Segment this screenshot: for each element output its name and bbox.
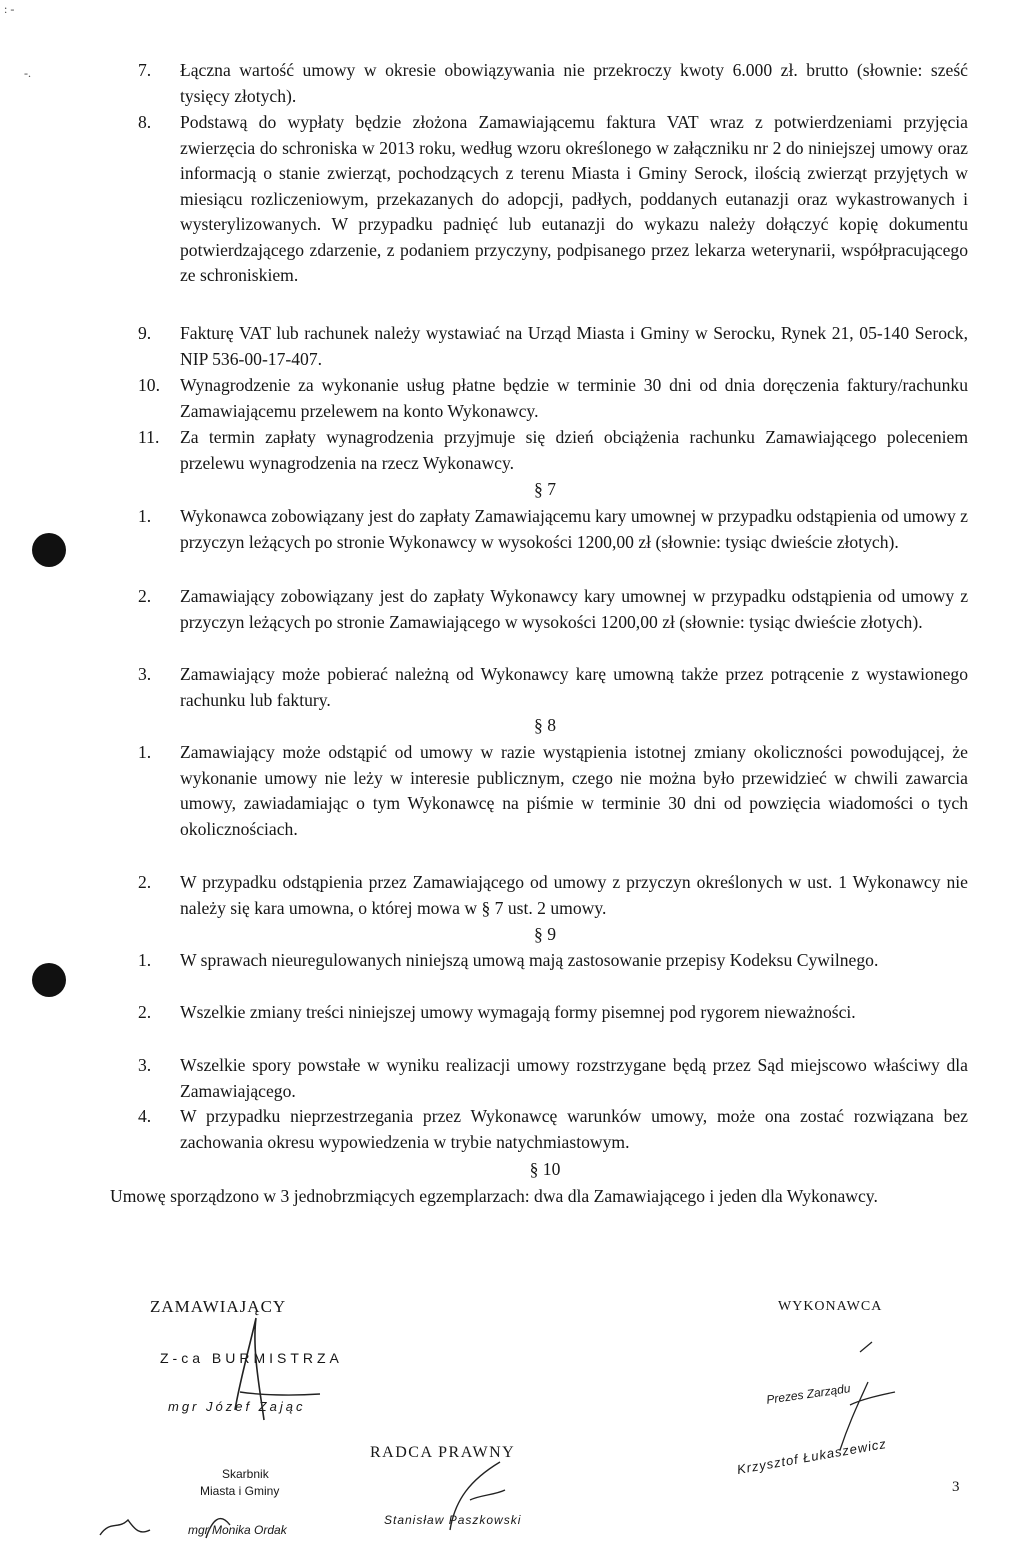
item-text: Podstawą do wypłaty będzie złożona Zamawiającemu faktura VAT wraz z potwierdzeniami przyjęcia zwierzęcia do schroniska w 2013 roku, według wzoru określonego w załączniku nr 2 do niniejszej umowy oraz informacją o stanie zwierząt, pochodzących z terenu Miasta i Gminy Serock, ilością zwierząt przyjętych w miesiącu rozliczeniowym, przekazanych do adopcji, padłych, poddanych eutanazji oraz wykastrowanych i wysterylizowanych. W przypadku padnięć lub eutanazji do wykazu należy dołączyć kopię dokumentu potwierdzającego zdarzenie, z podaniem przyczyny, podpisanego przez lekarza weterynarii, współpracującego ze schroniskiem. [180,112,968,285]
item-text: W przypadku odstąpienia przez Zamawiającego od umowy z przyczyn określonych w ust. 1 Wykonawcy nie należy się kara umowna, o której mowa w § 7 ust. 2 umowy. [180,872,968,918]
section-heading: § 7 [534,479,556,499]
item-number: 4. [138,1106,152,1126]
item-text: Łączna wartość umowy w okresie obowiązywania nie przekroczy kwoty 6.000 zł. brutto (słownie: sześć tysięcy złotych). [180,60,968,106]
stamp-text: RADCA PRAWNY [370,1444,516,1461]
item-number: 2. [138,1002,152,1022]
signature-heading-left: ZAMAWIAJĄCY [150,1297,287,1316]
stamp-text: Skarbnik [222,1467,269,1481]
section-heading: § 9 [534,924,556,944]
section-heading: § 8 [534,715,556,735]
item-text: W sprawach nieuregulowanych niniejszą umową mają zastosowanie przepisy Kodeksu Cywilnego. [180,950,879,970]
page-number: 3 [952,1479,960,1495]
item-text: Wszelkie zmiany treści niniejszej umowy wymagają formy pisemnej pod rygorem nieważności. [180,1002,856,1022]
item-number: 3. [138,664,152,684]
section-heading: § 10 [529,1159,561,1179]
item-text: Fakturę VAT lub rachunek należy wystawiać na Urząd Miasta i Gminy w Serocku, Rynek 21, 05-140 Serock, NIP 536-00-17-407. [180,323,968,369]
item-text: W przypadku nieprzestrzegania przez Wykonawcę warunków umowy, może ona zostać rozwiązana bez zachowania okresu wypowiedzenia w trybie natychmiastowym. [180,1106,968,1152]
item-number: 2. [138,586,152,606]
item-number: 9. [138,323,152,343]
stamp-text: Prezes Zarządu [765,1381,852,1407]
stamp-text: Krzysztof Łukaszewicz [735,1435,888,1478]
item-text: Wynagrodzenie za wykonanie usług płatne będzie w terminie 30 dni od dnia doręczenia faktury/rachunku Zamawiającemu przelewem na konto Wykonawcy. [180,375,968,421]
item-number: 8. [138,112,152,132]
stamp-text: Z-ca BURMISTRZA [160,1350,343,1366]
item-number: 1. [138,506,152,526]
item-text: Zamawiający zobowiązany jest do zapłaty Wykonawcy kary umownej w przypadku odstąpienia od umowy z przyczyn leżących po stronie Zamawiającego w wysokości 1200,00 zł (słownie: tysiąc dwieście złotych). [180,586,968,632]
signature-heading-right: WYKONAWCA [778,1299,883,1314]
signature-stroke [240,1392,320,1395]
stamp-text: Stanisław Paszkowski [384,1513,522,1527]
item-text: Za termin zapłaty wynagrodzenia przyjmuje się dzień obciążenia rachunku Zamawiającego poleceniem przelewu wynagrodzenia na rzecz Wykonawcy. [180,427,968,473]
punch-hole-bottom [32,963,66,997]
item-text: Wszelkie spory powstałe w wyniku realizacji umowy rozstrzygane będą przez Sąd miejscowo właściwy dla Zamawiającego. [180,1055,968,1101]
item-number: 11. [138,427,160,447]
punch-hole-top [32,533,66,567]
item-text: Zamawiający może odstąpić od umowy w razie wystąpienia istotnej zmiany okoliczności powodującej, że wykonanie umowy nie leży w interesie publicznym, czego nie można było przewidzieć w chwili zawarcia umowy, zawiadamiając o tym Wykonawcę na piśmie w terminie 30 dni od powzięcia wiadomości o tych okolicznościach. [180,742,968,839]
item-number: 10. [138,375,160,395]
stamp-text: mgr Józef Zając [168,1399,306,1414]
item-text: Wykonawca zobowiązany jest do zapłaty Zamawiającemu kary umownej w przypadku odstąpienia od umowy z przyczyn leżących po stronie Wykonawcy w wysokości 1200,00 zł (słownie: tysiąc dwieście złotych). [180,506,968,552]
item-number: 7. [138,60,152,80]
scan-speck: -. [24,66,31,80]
stamp-text: mgr Monika Ordak [188,1523,287,1537]
item-text: Zamawiający może pobierać należną od Wykonawcy karę umowną także przez potrącenie z wystawionego rachunku lub faktury. [180,664,968,710]
item-number: 3. [138,1055,152,1075]
scan-speck: : - [4,2,15,16]
stamp-text: Miasta i Gminy [200,1484,280,1498]
item-number: 1. [138,742,152,762]
item-number: 2. [138,872,152,892]
item-number: 1. [138,950,152,970]
closing-paragraph: Umowę sporządzono w 3 jednobrzmiących egzemplarzach: dwa dla Zamawiającego i jeden dla Wykonawcy. [110,1186,878,1206]
